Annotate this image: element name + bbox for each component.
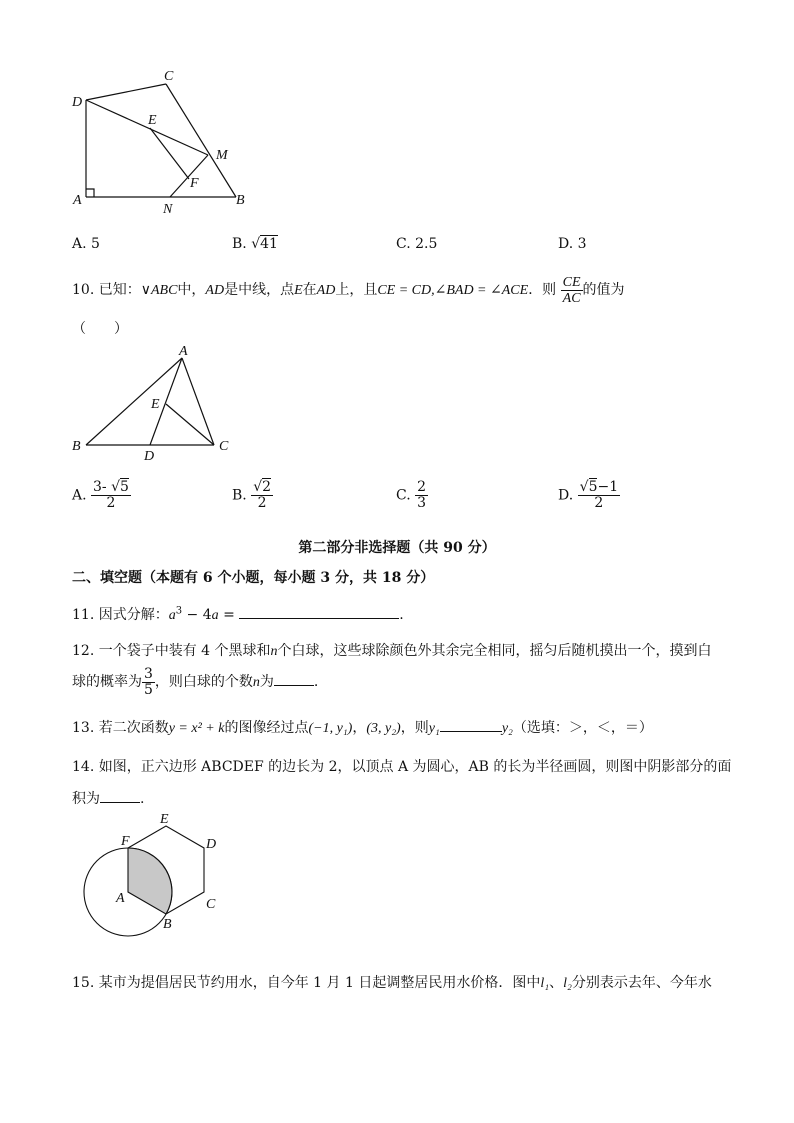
math: ∨ABC — [140, 283, 178, 298]
q9-label-a: A — [73, 193, 82, 208]
math: a — [211, 608, 219, 623]
denominator: 2 — [257, 495, 267, 511]
text: ，则白球的个数 — [154, 674, 253, 690]
math: y₂ — [501, 721, 513, 736]
q14-label-b: B — [163, 917, 172, 932]
q10-fraction — [561, 275, 583, 306]
text: （选填：＞，＜，＝） — [512, 720, 653, 736]
q12-answer-blank[interactable] — [274, 685, 314, 686]
option-letter: B. — [232, 487, 247, 504]
q9-option-c[interactable] — [396, 236, 437, 252]
option-value: 41 — [260, 236, 278, 252]
math: (3, y₂) — [366, 721, 401, 736]
text: 在 — [302, 282, 317, 298]
option-letter: A. — [72, 487, 87, 504]
math: − 4 — [182, 607, 212, 623]
text: 积为 — [72, 791, 100, 807]
denominator: 3 — [417, 495, 427, 511]
option-fraction — [578, 480, 620, 511]
q10-option-b[interactable] — [232, 480, 273, 511]
q10-option-c[interactable] — [396, 480, 428, 511]
option-fraction — [91, 480, 131, 511]
math: y₁ — [428, 721, 440, 736]
denominator: 2 — [594, 495, 604, 511]
q9-option-b[interactable] — [232, 236, 278, 252]
q10-option-a[interactable] — [72, 480, 131, 511]
math: a — [168, 608, 176, 623]
text: . — [399, 607, 404, 623]
math: = — [218, 607, 240, 623]
q12-line2 — [72, 664, 318, 701]
option-letter: C. — [396, 487, 411, 504]
q10-figure — [62, 340, 252, 465]
text: 为 — [259, 674, 274, 690]
q12-fraction — [142, 667, 155, 698]
q9-label-c: C — [164, 69, 174, 84]
math: l₁ — [540, 976, 550, 991]
q14-line1: 14. 如图，正六边形 ABCDEF 的边长为 2，以顶点 A 为圆心，AB 的长为半径画圆，则图中阴影部分的面 — [72, 759, 732, 775]
text: 分别表示去年、今年水 — [571, 975, 712, 991]
text: 中， — [177, 282, 206, 298]
q10-label-d: D — [144, 449, 155, 464]
q10-label-c: C — [219, 439, 229, 454]
num-part: −1 — [597, 479, 619, 495]
math: n — [270, 644, 278, 659]
q9-label-m: M — [216, 148, 228, 163]
q14-figure — [70, 812, 240, 947]
text: 13. 若二次函数 — [72, 720, 169, 736]
q9-figure — [60, 62, 260, 222]
math: l₂ — [563, 976, 572, 991]
q9-label-d: D — [72, 95, 83, 110]
option-letter: A. — [72, 236, 87, 252]
text: 的图像经过点 — [224, 720, 309, 736]
text: 的值为 — [582, 282, 625, 298]
text: 11. 因式分解： — [72, 607, 169, 623]
q14-line2 — [72, 788, 144, 808]
q10-answer-paren: （ ） — [72, 321, 128, 337]
denominator: AC — [562, 290, 581, 306]
q14-label-d: D — [206, 837, 217, 852]
numerator: 3 — [144, 665, 153, 682]
option-text: D. 3 — [558, 236, 587, 252]
numerator: 2 — [417, 479, 427, 495]
q15 — [72, 972, 712, 992]
text: ．则 — [528, 282, 557, 298]
q10-stem — [72, 272, 625, 309]
numerator: √5−1 — [579, 479, 619, 495]
math-condition: CE = CD,∠BAD = ∠ACE — [377, 283, 529, 298]
numerator: 3- √5 — [93, 479, 129, 495]
q10-label-b: B — [72, 439, 81, 454]
text: 球的概率为 — [72, 674, 142, 690]
sqrt-sign: √ — [251, 236, 261, 252]
math: AD — [205, 283, 225, 298]
radicand: 5 — [120, 479, 129, 495]
text: 12. 一个袋子中装有 4 个黑球和 — [72, 643, 271, 659]
option-value: 5 — [91, 236, 100, 252]
q14-label-c: C — [206, 897, 216, 912]
text: 是中线，点 — [224, 282, 295, 298]
option-letter: D. — [558, 487, 574, 504]
math: (−1, y₁) — [308, 721, 353, 736]
q9-label-e: E — [148, 113, 157, 128]
math: E — [294, 283, 303, 298]
q9-option-d[interactable] — [558, 236, 587, 252]
part2-title: 第二部分非选择题（共 90 分） — [298, 540, 496, 556]
text: . — [313, 674, 319, 690]
math: n — [252, 675, 260, 690]
text: 15. 某市为提倡居民节约用水，自今年 1 月 1 日起调整居民用水价格．图中 — [72, 975, 541, 991]
option-letter: B. — [232, 236, 247, 252]
denominator: 5 — [144, 681, 153, 698]
q9-label-f: F — [190, 176, 199, 191]
q9-option-a[interactable] — [72, 236, 100, 252]
option-fraction — [415, 480, 428, 511]
q10-label-a: A — [179, 344, 188, 359]
question-number: 10. — [72, 282, 95, 298]
math: y = x² + k — [168, 721, 225, 736]
text: 个白球，这些球除颜色外其余完全相同，摇匀后随机摸出一个，摸到白 — [277, 643, 712, 659]
q9-label-b: B — [236, 193, 245, 208]
text: 上，且 — [335, 282, 378, 298]
q13 — [72, 717, 653, 737]
q10-label-e: E — [151, 397, 160, 412]
q14-answer-blank[interactable] — [100, 802, 140, 803]
radicand: 2 — [262, 479, 272, 495]
text: 已知： — [98, 282, 141, 298]
text: ， — [352, 720, 367, 736]
numerator: CE — [562, 274, 581, 290]
q14-label-a: A — [116, 891, 125, 906]
denominator: 2 — [106, 495, 116, 511]
q12-line1 — [72, 640, 712, 660]
numerator: √2 — [253, 479, 272, 495]
q14-label-f: F — [121, 834, 130, 849]
option-fraction — [251, 480, 273, 511]
q11: 11. 因式分解：$a^3 - 4a$ = . — [72, 605, 404, 623]
math: AD — [316, 283, 336, 298]
radicand: 5 — [588, 479, 598, 495]
q13-answer-blank[interactable] — [440, 731, 502, 732]
q11-answer-blank[interactable] — [239, 618, 399, 619]
text: . — [140, 791, 145, 807]
num-part: 3- — [93, 479, 107, 495]
q10-option-d[interactable] — [558, 480, 620, 511]
section2-title: 二、填空题（本题有 6 个小题，每小题 3 分，共 18 分） — [72, 570, 435, 586]
option-text: C. 2.5 — [396, 236, 438, 252]
q9-label-n: N — [163, 202, 173, 217]
text: 、 — [549, 975, 564, 991]
q14-label-e: E — [160, 812, 169, 827]
text: ，则 — [400, 720, 429, 736]
